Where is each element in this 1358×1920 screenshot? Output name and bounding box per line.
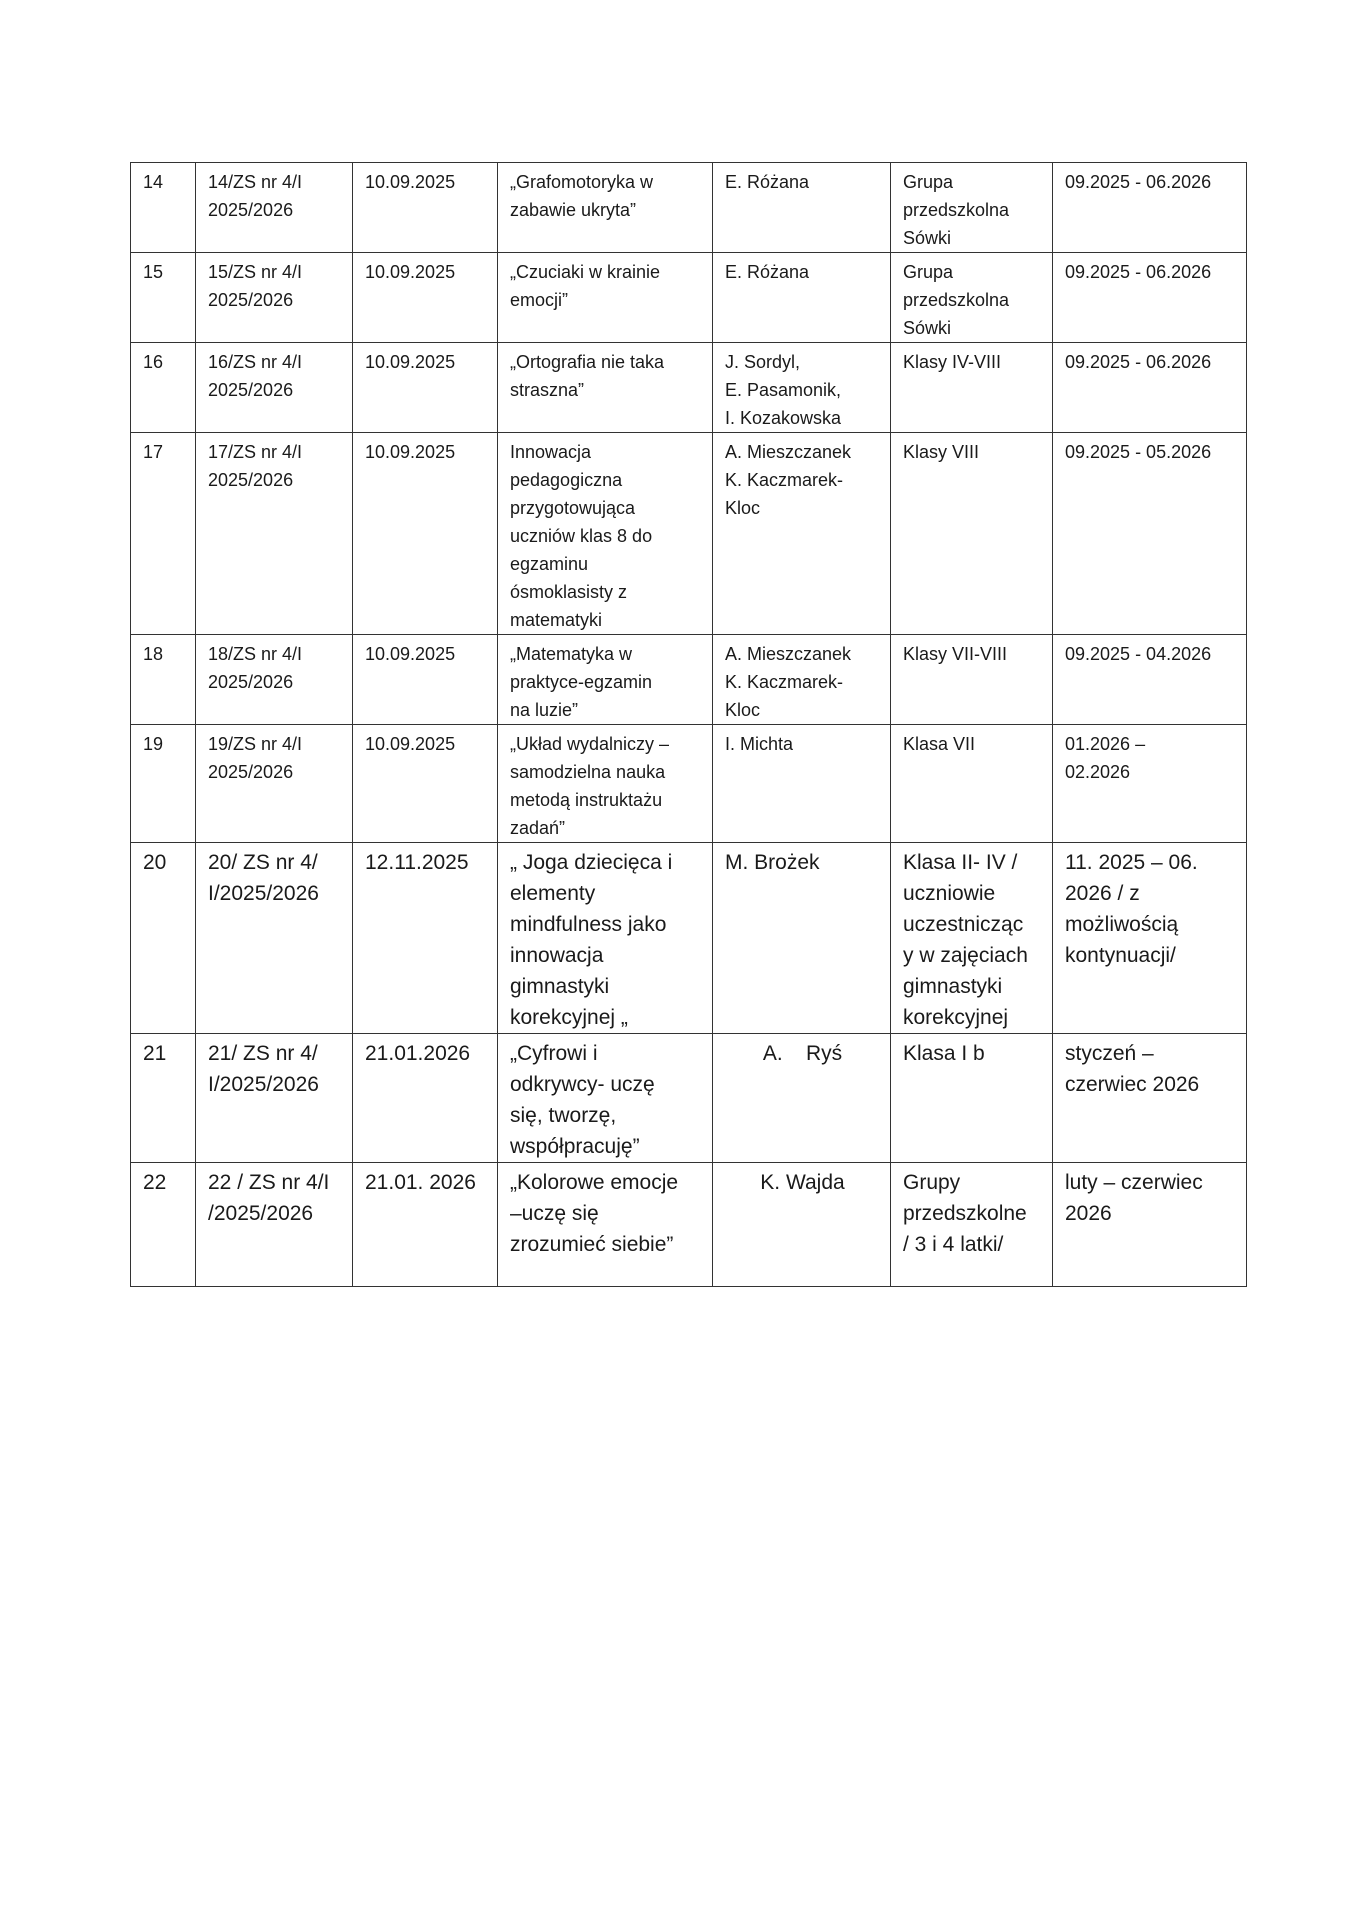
cell-code: 15/ZS nr 4/I 2025/2026	[196, 253, 353, 343]
cell-code: 16/ZS nr 4/I 2025/2026	[196, 343, 353, 433]
cell-date: 10.09.2025	[353, 253, 498, 343]
cell-period: 09.2025 - 04.2026	[1053, 635, 1247, 725]
table-row	[131, 843, 1247, 1034]
cell-code: 14/ZS nr 4/I 2025/2026	[196, 163, 353, 253]
cell-period: luty – czerwiec 2026	[1053, 1163, 1247, 1287]
cell-date: 21.01.2026	[353, 1034, 498, 1163]
innovations-table	[130, 162, 1247, 1287]
cell-title: „Ortografia nie taka straszna”	[498, 343, 713, 433]
cell-title: „Matematyka w praktyce-egzamin na luzie”	[498, 635, 713, 725]
cell-nr: 19	[131, 725, 196, 843]
cell-title: „Układ wydalniczy – samodzielna nauka metodą instruktażu zadań”	[498, 725, 713, 843]
cell-authors: J. Sordyl, E. Pasamonik, I. Kozakowska	[713, 343, 891, 433]
cell-target: Klasy VIII	[891, 433, 1053, 635]
cell-period: 11. 2025 – 06. 2026 / z możliwością kontynuacji/	[1053, 843, 1247, 1034]
table-row	[131, 725, 1247, 843]
cell-target: Klasa I b	[891, 1034, 1053, 1163]
cell-period: styczeń – czerwiec 2026	[1053, 1034, 1247, 1163]
cell-target: Klasa II- IV / uczniowie uczestnicząc y w zajęciach gimnastyki korekcyjnej	[891, 843, 1053, 1034]
cell-period: 09.2025 - 05.2026	[1053, 433, 1247, 635]
cell-authors: A. Mieszczanek K. Kaczmarek- Kloc	[713, 635, 891, 725]
cell-title: „ Joga dziecięca i elementy mindfulness jako innowacja gimnastyki korekcyjnej „	[498, 843, 713, 1034]
cell-date: 10.09.2025	[353, 433, 498, 635]
cell-code: 18/ZS nr 4/I 2025/2026	[196, 635, 353, 725]
cell-date: 10.09.2025	[353, 725, 498, 843]
table-row	[131, 163, 1247, 253]
cell-code: 21/ ZS nr 4/ I/2025/2026	[196, 1034, 353, 1163]
cell-target: Klasy IV-VIII	[891, 343, 1053, 433]
cell-nr: 14	[131, 163, 196, 253]
table-row	[131, 1034, 1247, 1163]
cell-date: 12.11.2025	[353, 843, 498, 1034]
cell-title: „Czuciaki w krainie emocji”	[498, 253, 713, 343]
cell-nr: 15	[131, 253, 196, 343]
cell-date: 10.09.2025	[353, 163, 498, 253]
cell-target: Grupa przedszkolna Sówki	[891, 253, 1053, 343]
cell-authors: K. Wajda	[713, 1163, 891, 1287]
cell-nr: 18	[131, 635, 196, 725]
cell-date: 10.09.2025	[353, 635, 498, 725]
cell-nr: 21	[131, 1034, 196, 1163]
cell-nr: 20	[131, 843, 196, 1034]
table-row	[131, 433, 1247, 635]
cell-period: 01.2026 – 02.2026	[1053, 725, 1247, 843]
cell-period: 09.2025 - 06.2026	[1053, 253, 1247, 343]
cell-period: 09.2025 - 06.2026	[1053, 343, 1247, 433]
cell-target: Grupy przedszkolne / 3 i 4 latki/	[891, 1163, 1053, 1287]
cell-code: 20/ ZS nr 4/ I/2025/2026	[196, 843, 353, 1034]
table-row	[131, 1163, 1247, 1287]
cell-title: „Grafomotoryka w zabawie ukryta”	[498, 163, 713, 253]
cell-title: „Cyfrowi i odkrywcy- uczę się, tworzę, współpracuję”	[498, 1034, 713, 1163]
cell-authors: A. Mieszczanek K. Kaczmarek- Kloc	[713, 433, 891, 635]
cell-nr: 22	[131, 1163, 196, 1287]
cell-authors: I. Michta	[713, 725, 891, 843]
cell-date: 21.01. 2026	[353, 1163, 498, 1287]
cell-authors: E. Różana	[713, 163, 891, 253]
cell-authors: E. Różana	[713, 253, 891, 343]
cell-period: 09.2025 - 06.2026	[1053, 163, 1247, 253]
cell-target: Grupa przedszkolna Sówki	[891, 163, 1053, 253]
cell-target: Klasy VII-VIII	[891, 635, 1053, 725]
table-row	[131, 635, 1247, 725]
cell-date: 10.09.2025	[353, 343, 498, 433]
table-row	[131, 343, 1247, 433]
cell-title: „Kolorowe emocje –uczę się zrozumieć siebie”	[498, 1163, 713, 1287]
cell-authors: M. Brożek	[713, 843, 891, 1034]
cell-code: 22 / ZS nr 4/I /2025/2026	[196, 1163, 353, 1287]
cell-code: 19/ZS nr 4/I 2025/2026	[196, 725, 353, 843]
cell-code: 17/ZS nr 4/I 2025/2026	[196, 433, 353, 635]
cell-nr: 16	[131, 343, 196, 433]
table-row	[131, 253, 1247, 343]
cell-target: Klasa VII	[891, 725, 1053, 843]
cell-nr: 17	[131, 433, 196, 635]
cell-authors: A. Ryś	[713, 1034, 891, 1163]
cell-title: Innowacja pedagogiczna przygotowująca uczniów klas 8 do egzaminu ósmoklasisty z matematyki	[498, 433, 713, 635]
